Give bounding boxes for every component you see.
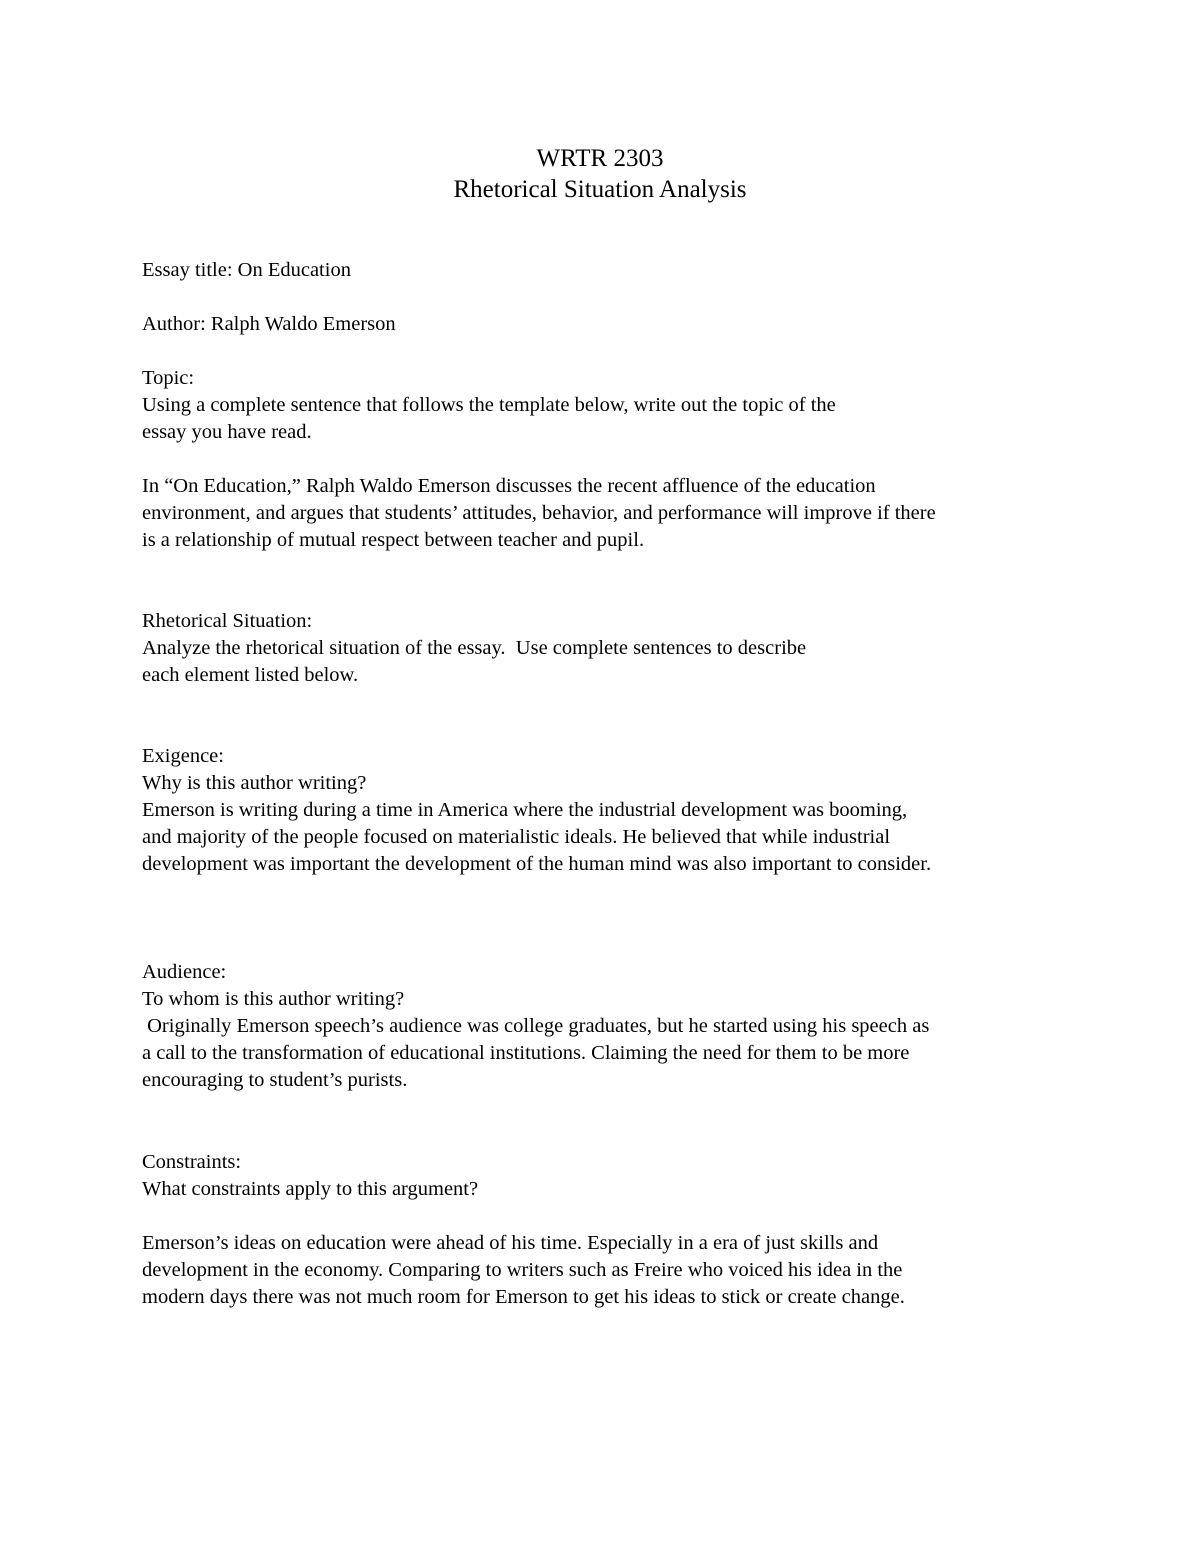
- constraints-answer-line: modern days there was not much room for Emerson to get his ideas to stick or create change.: [142, 1286, 905, 1308]
- essay-title-line: Essay title: On Education: [142, 259, 351, 281]
- audience-answer-line: a call to the transformation of educational institutions. Claiming the need for them to be more: [142, 1042, 910, 1064]
- exigence-question: Why is this author writing?: [142, 772, 367, 794]
- rhetorical-situation-prompt-line: Analyze the rhetorical situation of the essay. Use complete sentences to describe: [142, 637, 807, 659]
- topic-answer-line: is a relationship of mutual respect between teacher and pupil.: [142, 529, 645, 551]
- audience-question: To whom is this author writing?: [142, 988, 405, 1010]
- topic-heading: Topic:: [142, 367, 195, 389]
- rhetorical-situation-heading: Rhetorical Situation:: [142, 610, 313, 632]
- audience-answer-line: encouraging to student’s purists.: [142, 1069, 408, 1091]
- exigence-heading: Exigence:: [142, 745, 224, 767]
- exigence-answer-line: Emerson is writing during a time in America where the industrial development was booming,: [142, 799, 908, 821]
- constraints-question: What constraints apply to this argument?: [142, 1178, 479, 1200]
- exigence-answer-line: development was important the development of the human mind was also important to consider.: [142, 853, 932, 875]
- assignment-title: Rhetorical Situation Analysis: [453, 176, 747, 203]
- constraints-heading: Constraints:: [142, 1151, 242, 1173]
- topic-answer-line: environment, and argues that students’ attitudes, behavior, and performance will improve if there: [142, 502, 936, 524]
- author-line: Author: Ralph Waldo Emerson: [142, 313, 396, 335]
- topic-prompt-line: essay you have read.: [142, 421, 312, 443]
- exigence-answer-line: and majority of the people focused on materialistic ideals. He believed that while industrial: [142, 826, 891, 848]
- topic-answer-line: In “On Education,” Ralph Waldo Emerson discusses the recent affluence of the education: [142, 475, 876, 497]
- topic-prompt-line: Using a complete sentence that follows the template below, write out the topic of the: [142, 394, 836, 416]
- audience-heading: Audience:: [142, 961, 227, 983]
- audience-answer-line: Originally Emerson speech’s audience was college graduates, but he started using his speech as: [142, 1015, 930, 1037]
- rhetorical-situation-prompt-line: each element listed below.: [142, 664, 359, 686]
- constraints-answer-line: development in the economy. Comparing to writers such as Freire who voiced his idea in the: [142, 1259, 903, 1281]
- constraints-answer-line: Emerson’s ideas on education were ahead of his time. Especially in a era of just skills and: [142, 1232, 879, 1254]
- course-code: WRTR 2303: [536, 145, 664, 172]
